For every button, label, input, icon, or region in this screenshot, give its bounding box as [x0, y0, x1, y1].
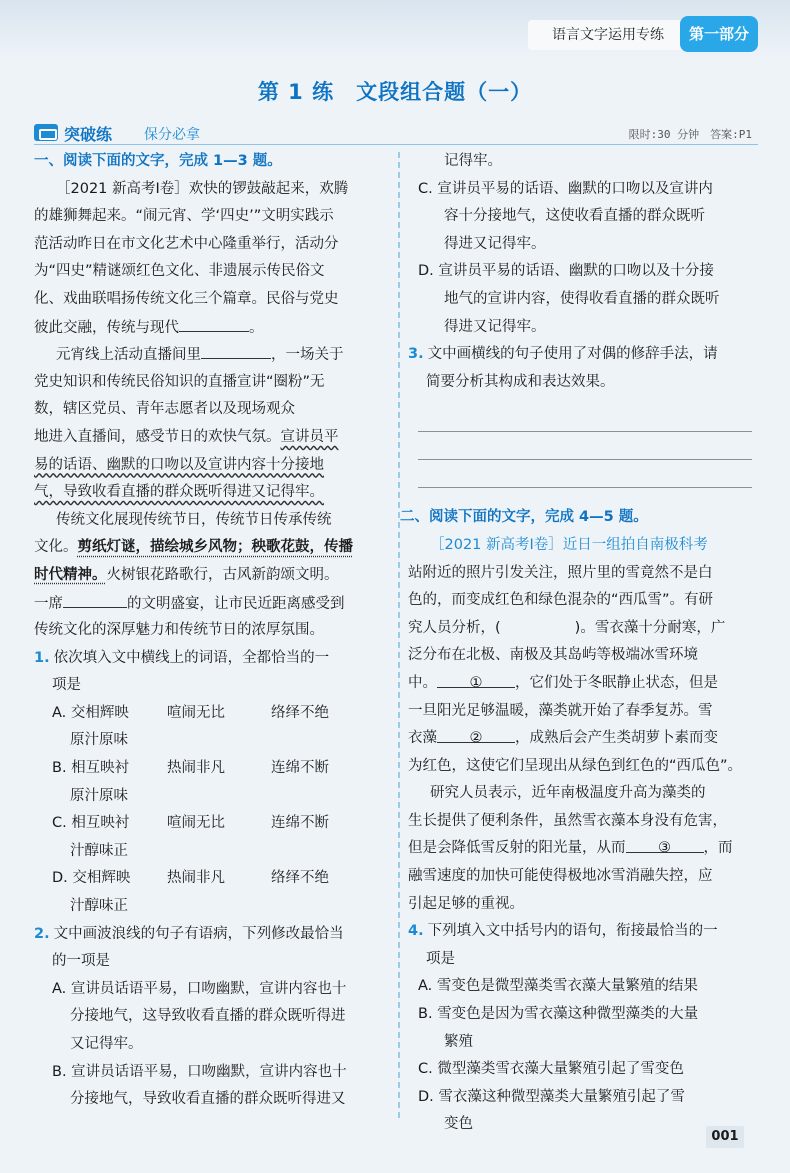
option-word: 原汁原味: [70, 787, 128, 804]
passage-line: 化、戏曲联唱扬传统文化三个篇章。民俗与党史: [34, 290, 339, 307]
passage-line: 一旦阳光足够温暖，藻类就开始了春季复苏。雪: [408, 702, 713, 719]
option-text: 容十分接地气，这使收看直播的群众既听: [444, 208, 705, 225]
question-4: [408, 918, 758, 946]
option-word: 汁醇味正: [70, 842, 128, 859]
option-word: 连绵不断: [271, 760, 329, 777]
answer-blank[interactable]: [63, 590, 127, 608]
passage-line: [34, 562, 390, 590]
section-1-title: 一、阅读下面的文字，完成 1—3 题。: [34, 153, 282, 169]
question-number: 2.: [34, 925, 50, 942]
passage-line: 引起足够的重视。: [408, 895, 524, 912]
option-word: 络绎不绝: [271, 870, 329, 887]
passage-text: ［2021 新高考Ⅰ卷］近日一组拍自南极科考: [430, 536, 708, 553]
option-c[interactable]: C. 宣讲员平易的话语、幽默的口吻以及宣讲内: [418, 180, 713, 197]
passage-line: [34, 534, 390, 562]
answer-line[interactable]: [418, 404, 752, 432]
passage-line: 传统文化的深厚魅力和传统节日的浓厚氛围。: [34, 622, 324, 639]
question-1: [34, 645, 390, 673]
option-text: 地气的宣讲内容，使得收看直播的群众既听: [444, 290, 720, 307]
passage-line: [408, 725, 758, 753]
passage-line: [408, 615, 758, 643]
option-d[interactable]: D. 雪衣藻这种微型藻类大量繁殖引起了雪: [418, 1088, 685, 1105]
question-text: 项是: [52, 677, 81, 694]
underlined-text: 剪纸灯谜，描绘城乡风物；秧歌花鼓，传播: [77, 539, 353, 556]
option-word: 热闹非凡: [167, 870, 225, 887]
wavy-underlined-text: 宣讲员平: [280, 428, 339, 445]
breakthrough-sub: 保分必拿: [144, 127, 200, 143]
option-word: 连绵不断: [271, 815, 329, 832]
wavy-underlined-line: 易的话语、幽默的口吻以及宣讲内容十分接地: [34, 456, 324, 473]
option-a[interactable]: A. 宣讲员话语平易，口吻幽默，宣讲内容也十: [52, 980, 347, 997]
passage-text: 。: [249, 319, 264, 336]
option-a[interactable]: [34, 700, 390, 728]
option-word: A. 交相辉映: [52, 704, 129, 721]
option-word: 热闹非凡: [167, 760, 225, 777]
answer-blank-3[interactable]: ③: [626, 835, 704, 853]
passage-text: ，而: [703, 840, 733, 857]
passage-line: 为红色，这使它们呈现出从绿色到红色的“西瓜色”。: [408, 757, 743, 774]
option-b[interactable]: B. 雪变色是因为雪衣藻这种微型藻类的大量: [418, 1006, 699, 1023]
option-word: 原汁原味: [70, 732, 128, 749]
passage-line: [408, 835, 758, 863]
passage-text: 衣藻: [408, 730, 437, 747]
option-word: 喧闹无比: [167, 815, 225, 832]
answer-blank[interactable]: [201, 341, 271, 359]
option-text: 得进又记得牢。: [444, 318, 546, 335]
part-tab: 第一部分: [680, 16, 758, 52]
question-text: 文中画横线的句子使用了对偶的修辞手法，请: [427, 346, 718, 363]
passage-text: )。雪衣藻十分耐寒，广: [574, 619, 726, 636]
question-text: 简要分析其构成和表达效果。: [426, 373, 615, 390]
page-number: 001: [706, 1126, 744, 1148]
passage-line: 研究人员表示，近年南极温度升高为藻类的: [430, 785, 706, 802]
option-c[interactable]: C. 微型藻类雪衣藻大量繁殖引起了雪变色: [418, 1061, 684, 1078]
passage-line: 数，辖区党员、青年志愿者以及现场观众: [34, 401, 295, 418]
passage-line: 传统文化展现传统节日，传统节日传承传统: [56, 511, 332, 528]
option-text: 分接地气，导致收看直播的群众既听得进又: [70, 1091, 346, 1108]
passage-line: [34, 341, 390, 369]
answer-blank-2[interactable]: ②: [437, 725, 515, 743]
passage-text: 文化。: [34, 539, 78, 556]
question-number: 4.: [408, 923, 424, 940]
breakthrough-bar: [34, 122, 758, 144]
passage-line: 范活动昨日在市文化艺术中心隆重举行，活动分: [34, 235, 339, 252]
section-tab: 语言文字运用专练: [528, 20, 688, 50]
passage-text: ，成熟后会产生类胡萝卜素而变: [515, 730, 718, 747]
passage-text: 的文明盛宴，让市民近距离感受到: [127, 595, 345, 612]
passage-text: 火树银花路歌行，古风新韵颂文明。: [106, 566, 339, 583]
option-word: 络绎不绝: [271, 704, 329, 721]
option-c[interactable]: [34, 810, 390, 838]
passage-line: 党史知识和传统民俗知识的直播宣讲“圈粉”无: [34, 373, 325, 390]
passage-text: 中。: [408, 674, 437, 691]
book-icon: [34, 124, 58, 141]
passage-line: [34, 424, 390, 452]
option-d[interactable]: [34, 865, 390, 893]
passage-line: 生长提供了便利条件，虽然雪衣藻本身没有危害，: [408, 812, 727, 829]
passage-line: 的雄狮舞起来。“闹元宵、学‘四史’”文明实践示: [34, 208, 334, 225]
option-b[interactable]: B. 宣讲员话语平易，口吻幽默，宣讲内容也十: [52, 1063, 347, 1080]
divider: [34, 144, 758, 145]
option-text: 分接地气，这导致收看直播的群众既听得进: [70, 1008, 346, 1025]
passage-text: 彼此交融，传统与现代: [34, 319, 179, 336]
passage-text: 但是会降低雪反射的阳光量，从而: [408, 840, 626, 857]
passage-line: [408, 670, 758, 698]
passage-text: 究人员分析，(: [408, 619, 501, 636]
option-word: 喧闹无比: [167, 704, 225, 721]
option-text: 得进又记得牢。: [444, 235, 546, 252]
option-text: 记得牢。: [444, 153, 502, 169]
question-text: 的一项是: [52, 953, 110, 970]
time-limit: 限时:30 分钟 答案:P1: [628, 128, 752, 141]
column-divider: [398, 152, 400, 1118]
passage-line: [34, 314, 390, 342]
question-text: 项是: [426, 950, 455, 967]
question-3: [408, 341, 758, 369]
question-number: 3.: [408, 346, 424, 363]
left-column: [34, 148, 390, 1114]
passage-line: 为“四史”精谜颂红色文化、非遗展示传民俗文: [34, 263, 325, 280]
option-word: B. 相互映衬: [52, 760, 130, 777]
passage-line: 色的，而变成红色和绿色混杂的“西瓜雪”。有研: [408, 592, 714, 609]
option-word: 汁醇味正: [70, 898, 128, 915]
breakthrough-label: 突破练: [64, 125, 113, 144]
passage-text: ，一场关于: [271, 347, 344, 364]
option-word: D. 交相辉映: [52, 870, 131, 887]
option-text: 又记得牢。: [70, 1036, 143, 1052]
passage-line: [34, 590, 390, 618]
passage-line: 融雪速度的加快可能使得极地冰雪消融失控，应: [408, 868, 713, 885]
answer-blank-1[interactable]: ①: [437, 670, 515, 688]
right-column: [400, 148, 758, 1139]
page-header: [0, 0, 790, 58]
passage-line: [408, 532, 758, 560]
passage-line: 泛分布在北极、南极及其岛屿等极端冰雪环境: [408, 647, 698, 664]
passage-line: ［2021 新高考Ⅰ卷］欢快的锣鼓敲起来，欢腾: [56, 180, 349, 197]
answer-line[interactable]: [418, 432, 752, 460]
wavy-underlined-line: 气，导致收看直播的群众既听得进又记得牢。: [34, 484, 324, 501]
answer-line[interactable]: [418, 460, 752, 488]
passage-text: 一席: [34, 595, 63, 612]
question-text: 文中画波浪线的句子有语病，下列修改最恰当: [53, 925, 344, 942]
passage-line: 站附近的照片引发关注，照片里的雪竟然不是白: [408, 564, 713, 581]
option-a[interactable]: A. 雪变色是微型藻类雪衣藻大量繁殖的结果: [418, 978, 698, 995]
option-text: 变色: [444, 1116, 473, 1133]
question-2: [34, 921, 390, 949]
passage-text: ，它们处于冬眠静止状态，但是: [515, 674, 718, 691]
passage-text: 元宵线上活动直播间里: [56, 347, 201, 364]
answer-blank[interactable]: [179, 314, 249, 332]
page-title: 第 1 练 文段组合题（一）: [257, 80, 533, 104]
question-text: 下列填入文中括号内的语句，衔接最恰当的一: [427, 923, 718, 940]
option-text: 繁殖: [444, 1033, 473, 1050]
underlined-text: 时代精神。: [34, 566, 107, 583]
option-word: C. 相互映衬: [52, 815, 130, 832]
option-d[interactable]: D. 宣讲员平易的话语、幽默的口吻以及十分接: [418, 263, 714, 280]
question-number: 1.: [34, 649, 50, 666]
section-2-title: 二、阅读下面的文字，完成 4—5 题。: [400, 509, 648, 526]
question-text: 依次填入文中横线上的词语，全都恰当的一: [53, 649, 330, 666]
option-b[interactable]: [34, 755, 390, 783]
passage-text: 地进入直播间，感受节日的欢快气氛。: [34, 428, 281, 445]
